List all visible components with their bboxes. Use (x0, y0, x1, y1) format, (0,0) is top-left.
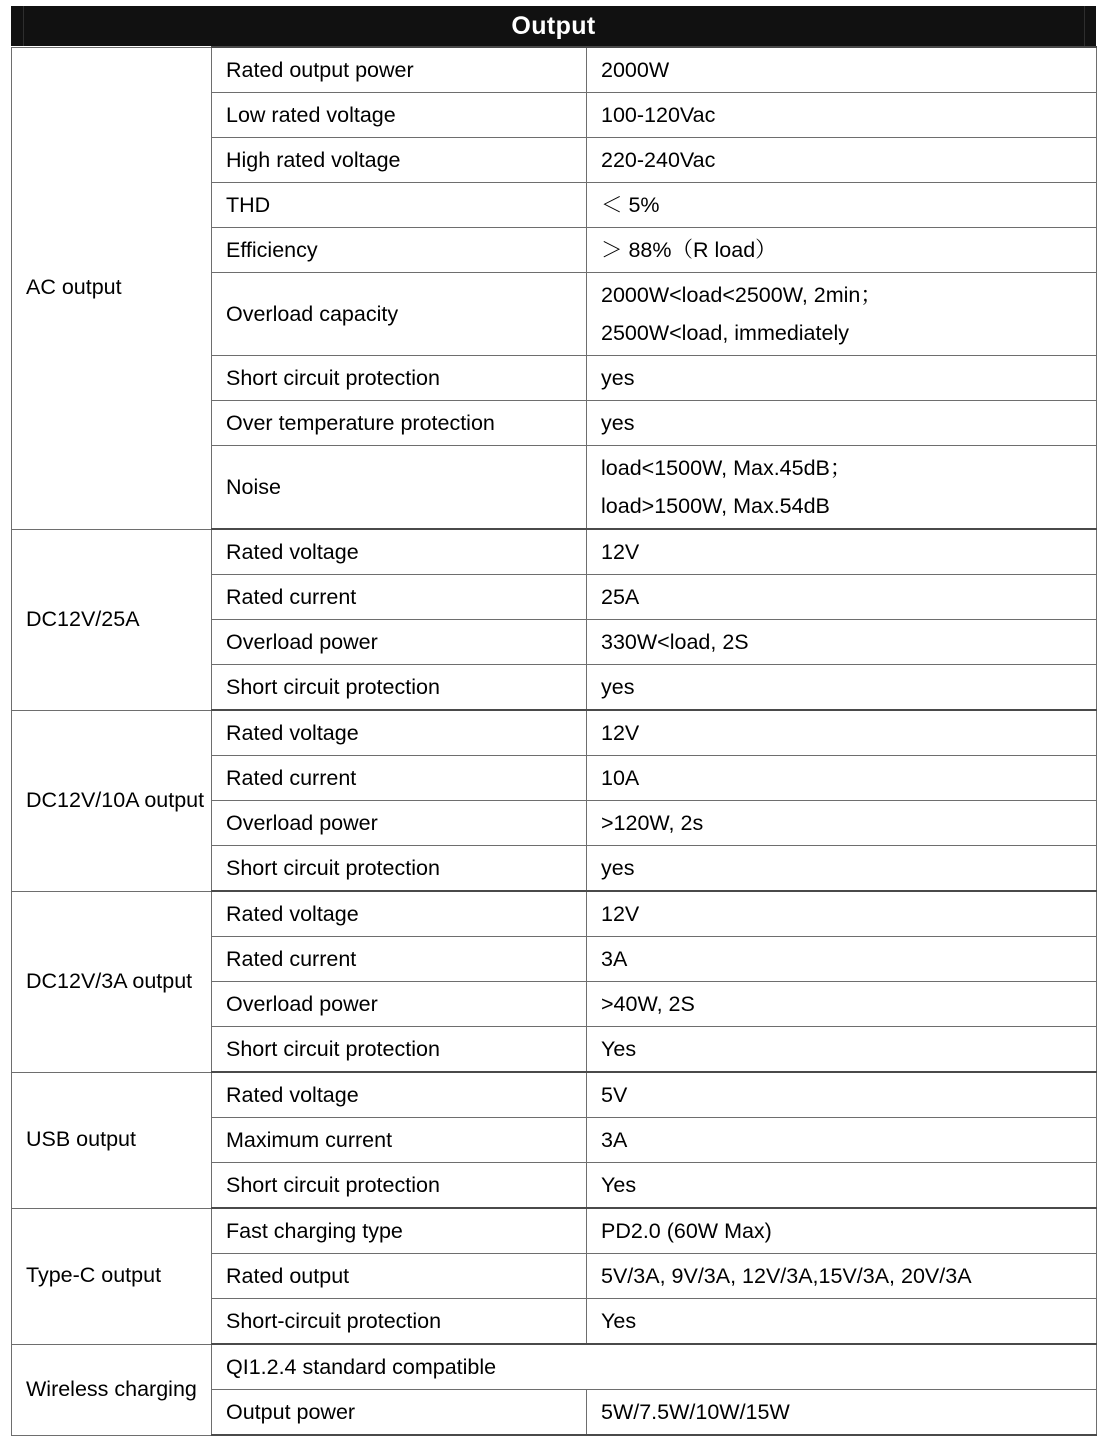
spec-value-cell (587, 846, 1097, 892)
spec-value-line: >40W, 2S (601, 991, 695, 1016)
table-row (12, 710, 1097, 756)
spec-label-cell: Short-circuit protection (212, 1299, 587, 1345)
spec-value-line: 3A (601, 1127, 628, 1152)
spec-label-cell: Rated current (212, 937, 587, 982)
spec-value-line: Yes (601, 1172, 637, 1197)
table-row (12, 1208, 1097, 1254)
spec-value-cell (587, 756, 1097, 801)
spec-value-cell (587, 1390, 1097, 1436)
table-header-bar (11, 6, 1096, 46)
spec-label-cell: Rated voltage (212, 529, 587, 575)
spec-value-line: Yes (601, 1036, 637, 1061)
spec-value-cell (587, 1072, 1097, 1118)
spec-label-cell: Low rated voltage (212, 93, 587, 138)
row-group-label (12, 710, 212, 891)
spec-value-cell (587, 665, 1097, 711)
output-spec-table (11, 46, 1097, 1436)
spec-label-cell: Efficiency (212, 228, 587, 273)
header-divider-left (23, 6, 24, 46)
spec-label-cell: Noise (212, 446, 587, 530)
spec-value-line: 2000W<load<2500W, 2min； (601, 283, 882, 308)
spec-label-cell: Short circuit protection (212, 846, 587, 892)
table-row (12, 1072, 1097, 1118)
spec-value-cell (587, 1299, 1097, 1345)
spec-value-line: ＜ 5% (601, 192, 660, 217)
spec-value-cell (587, 401, 1097, 446)
spec-value-line: 12V (601, 539, 640, 564)
row-group-label-text: USB output (26, 1127, 136, 1152)
spec-label-cell: Short circuit protection (212, 356, 587, 401)
spec-value-line: >120W, 2s (601, 810, 704, 835)
spec-value-line: 330W<load, 2S (601, 629, 749, 654)
spec-value-cell (587, 801, 1097, 846)
spec-value-cell (587, 529, 1097, 575)
row-group-label (12, 1208, 212, 1344)
spec-value-line: 25A (601, 584, 640, 609)
row-group-label-text: DC12V/3A output (26, 968, 193, 993)
table-row (12, 1344, 1097, 1390)
spec-label-cell: Short circuit protection (212, 1163, 587, 1209)
spec-label-cell: Rated voltage (212, 710, 587, 756)
spec-value-line: 12V (601, 901, 640, 926)
header-divider-right (1084, 6, 1085, 46)
spec-value-cell (587, 47, 1097, 93)
spec-value-line: 2000W (601, 57, 670, 82)
table-row (12, 891, 1097, 937)
spec-value-cell (587, 228, 1097, 273)
spec-value-cell (587, 575, 1097, 620)
spec-label-cell: THD (212, 183, 587, 228)
spec-value-line: load<1500W, Max.45dB； (601, 456, 852, 481)
spec-value-cell (587, 1254, 1097, 1299)
row-group-label-text: DC12V/25A (26, 606, 140, 631)
spec-table-body (12, 47, 1097, 1435)
spec-label-cell: Maximum current (212, 1118, 587, 1163)
spec-label-cell: Output power (212, 1390, 587, 1436)
spec-value-cell (587, 1118, 1097, 1163)
table-row (12, 47, 1097, 93)
spec-value-line: 220-240Vac (601, 147, 716, 172)
spec-value-cell (587, 93, 1097, 138)
spec-label-cell: Fast charging type (212, 1208, 587, 1254)
spec-value-line: 100-120Vac (601, 102, 716, 127)
page-title: Output (511, 11, 596, 40)
spec-label-cell: Overload power (212, 620, 587, 665)
spec-value-cell (587, 273, 1097, 356)
spec-label-cell: Overload power (212, 982, 587, 1027)
spec-value-cell (587, 446, 1097, 530)
spec-label-cell: High rated voltage (212, 138, 587, 183)
table-row (12, 529, 1097, 575)
spec-value-cell (587, 356, 1097, 401)
spec-value-line: 2500W<load, immediately (601, 320, 849, 345)
spec-value-line: 3A (601, 946, 628, 971)
spec-value-line: 5W/7.5W/10W/15W (601, 1399, 790, 1424)
spanning-note-cell: QI1.2.4 standard compatible (212, 1344, 1097, 1390)
spec-value-cell (587, 1208, 1097, 1254)
spec-value-line: 12V (601, 720, 640, 745)
spec-value-cell (587, 710, 1097, 756)
spec-value-cell (587, 138, 1097, 183)
spec-value-line: Yes (601, 1308, 637, 1333)
row-group-label-text: Type-C output (26, 1263, 162, 1288)
row-group-label (12, 891, 212, 1072)
spec-label-cell: Short circuit protection (212, 665, 587, 711)
row-group-label-text: Wireless charging (26, 1376, 197, 1401)
spec-value-line: 5V/3A, 9V/3A, 12V/3A,15V/3A, 20V/3A (601, 1263, 972, 1288)
spec-value-line: PD2.0 (60W Max) (601, 1218, 772, 1243)
spec-label-cell: Overload capacity (212, 273, 587, 356)
spec-value-line: yes (601, 365, 635, 390)
spec-value-line: yes (601, 855, 635, 880)
spec-label-cell: Rated current (212, 756, 587, 801)
spec-label-cell: Rated output (212, 1254, 587, 1299)
spec-value-line: 5V (601, 1082, 628, 1107)
spec-label-cell: Short circuit protection (212, 1027, 587, 1073)
spec-label-cell: Rated voltage (212, 891, 587, 937)
row-group-label-text: DC12V/10A output (26, 787, 205, 812)
spec-value-cell (587, 982, 1097, 1027)
spec-value-cell (587, 183, 1097, 228)
spec-value-line: yes (601, 674, 635, 699)
spec-label-cell: Rated current (212, 575, 587, 620)
spec-label-cell: Overload power (212, 801, 587, 846)
row-group-label-text: AC output (26, 275, 122, 300)
spec-value-cell (587, 620, 1097, 665)
spec-label-cell: Rated output power (212, 47, 587, 93)
row-group-label (12, 47, 212, 529)
spec-label-cell: Over temperature protection (212, 401, 587, 446)
spec-value-line: load>1500W, Max.54dB (601, 493, 830, 518)
spec-value-line: 10A (601, 765, 640, 790)
spec-value-cell (587, 891, 1097, 937)
spec-label-cell: Rated voltage (212, 1072, 587, 1118)
row-group-label (12, 529, 212, 710)
row-group-label (12, 1072, 212, 1208)
row-group-label (12, 1344, 212, 1435)
spec-value-line: ＞ 88%（R load） (601, 237, 777, 262)
spec-value-cell (587, 1027, 1097, 1073)
spec-value-cell (587, 937, 1097, 982)
spec-value-line: yes (601, 410, 635, 435)
spec-value-cell (587, 1163, 1097, 1209)
